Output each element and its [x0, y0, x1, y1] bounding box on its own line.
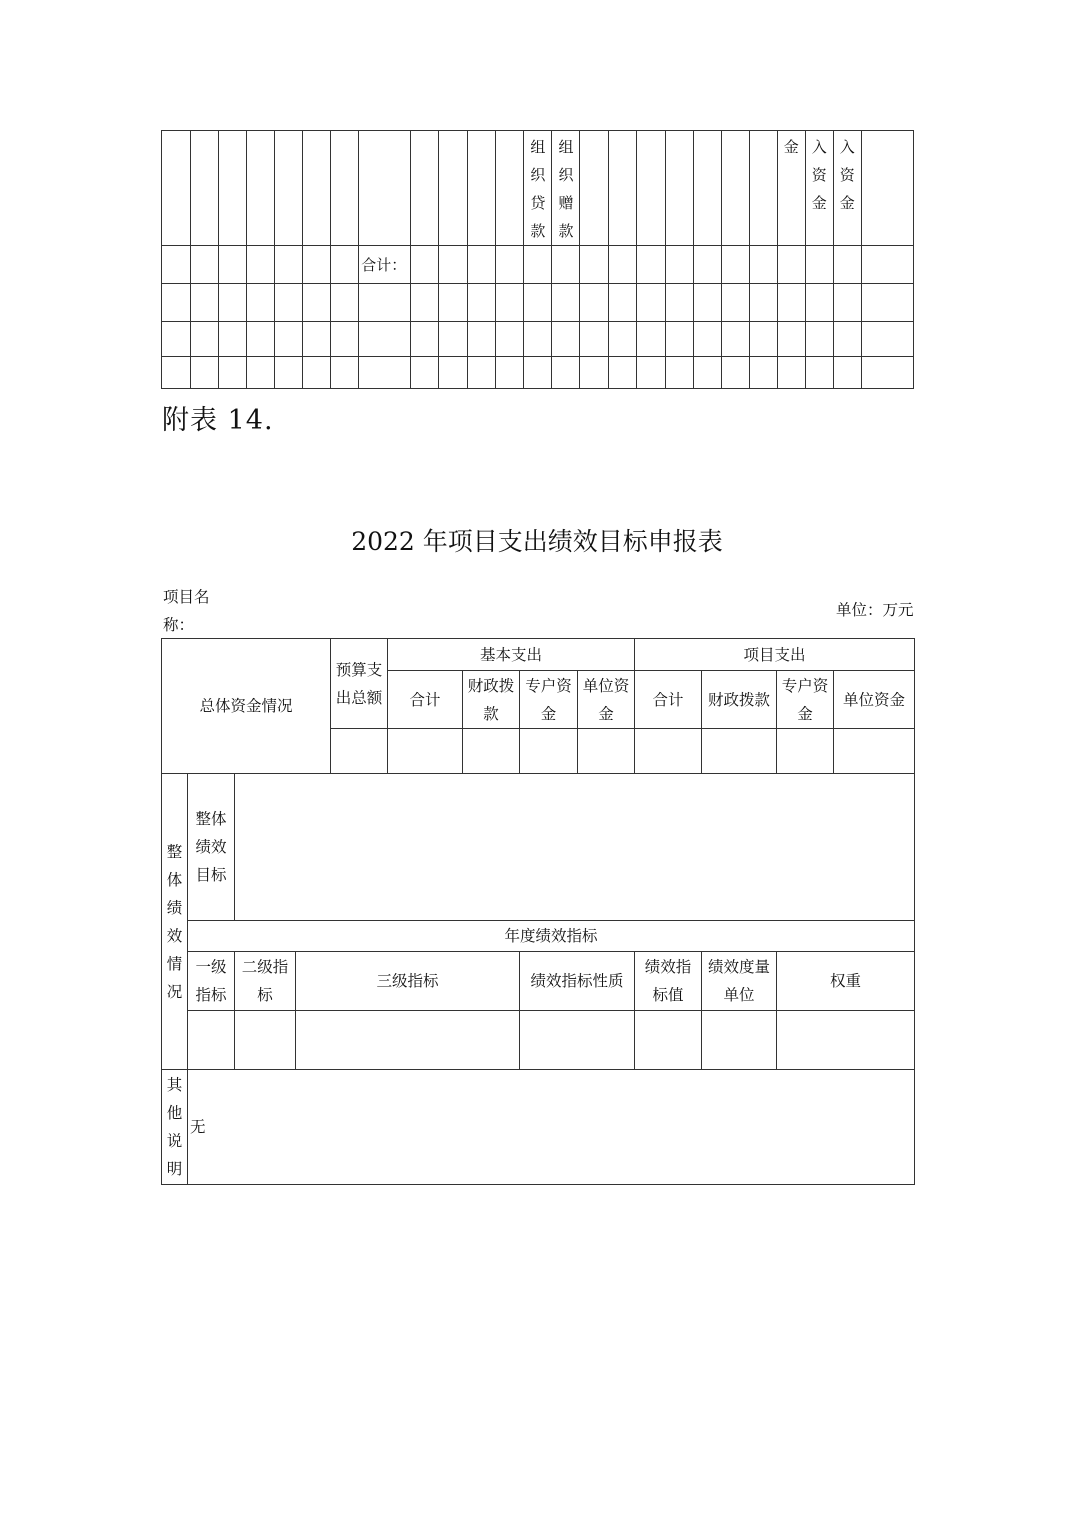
overall-goal-label-cell: 整体绩效目标 [188, 774, 235, 921]
table-row [162, 246, 914, 284]
header-cell-org-loan: 组织贷款 [524, 131, 552, 246]
weight-cell: 权重 [777, 952, 915, 1011]
overall-performance-cell: 整体绩效情况 [162, 774, 188, 1070]
table-row [162, 322, 914, 357]
basic-unit-funds-cell: 单位资金 [578, 671, 635, 729]
basic-special-funds-cell: 专户资金 [520, 671, 578, 729]
total-label: 合计： [359, 246, 411, 284]
budget-total-cell: 预算支出总额 [331, 639, 388, 729]
header-cell-funds: 金 [777, 131, 805, 246]
level2-cell: 二级指标 [235, 952, 296, 1011]
project-special-funds-cell: 专户资金 [777, 671, 834, 729]
continued-table [161, 130, 914, 389]
indicator-value-cell: 绩效指标值 [635, 952, 702, 1011]
table-row [162, 1011, 915, 1070]
table-row [162, 131, 914, 246]
other-notes-value-cell: 无 [188, 1070, 915, 1185]
project-unit-funds-cell: 单位资金 [834, 671, 915, 729]
overall-funds-cell: 总体资金情况 [162, 639, 331, 774]
header-cell-income-funds-2: 入资金 [833, 131, 861, 246]
table-row [162, 774, 915, 921]
basic-total-cell: 合计 [388, 671, 463, 729]
basic-expense-cell: 基本支出 [388, 639, 635, 671]
header-cell-income-funds-1: 入资金 [805, 131, 833, 246]
unit-label: 单位：万元 [836, 601, 914, 619]
table-row [162, 284, 914, 322]
table-row [162, 1070, 915, 1185]
measure-unit-cell: 绩效度量单位 [702, 952, 777, 1011]
level3-cell: 三级指标 [296, 952, 520, 1011]
performance-table [161, 638, 915, 1185]
table-row [162, 357, 914, 389]
page-title: 2022 年项目支出绩效目标申报表 [351, 527, 723, 556]
table-row [162, 921, 915, 952]
basic-fiscal-allocation-cell: 财政拨款 [463, 671, 520, 729]
project-fiscal-allocation-cell: 财政拨款 [702, 671, 777, 729]
project-name-label: 项目名称： [163, 588, 210, 634]
overall-goal-value-cell [235, 774, 915, 921]
appendix-label: 附表 14. [162, 405, 274, 436]
project-total-cell: 合计 [635, 671, 702, 729]
table-row [162, 639, 915, 671]
project-expense-cell: 项目支出 [635, 639, 915, 671]
level1-cell: 一级指标 [188, 952, 235, 1011]
annual-indicators-cell: 年度绩效指标 [188, 921, 915, 952]
indicator-nature-cell: 绩效指标性质 [520, 952, 635, 1011]
header-cell-org-grant: 组织赠款 [552, 131, 580, 246]
table-row [162, 952, 915, 1011]
other-notes-label-cell: 其他说明 [162, 1070, 188, 1185]
